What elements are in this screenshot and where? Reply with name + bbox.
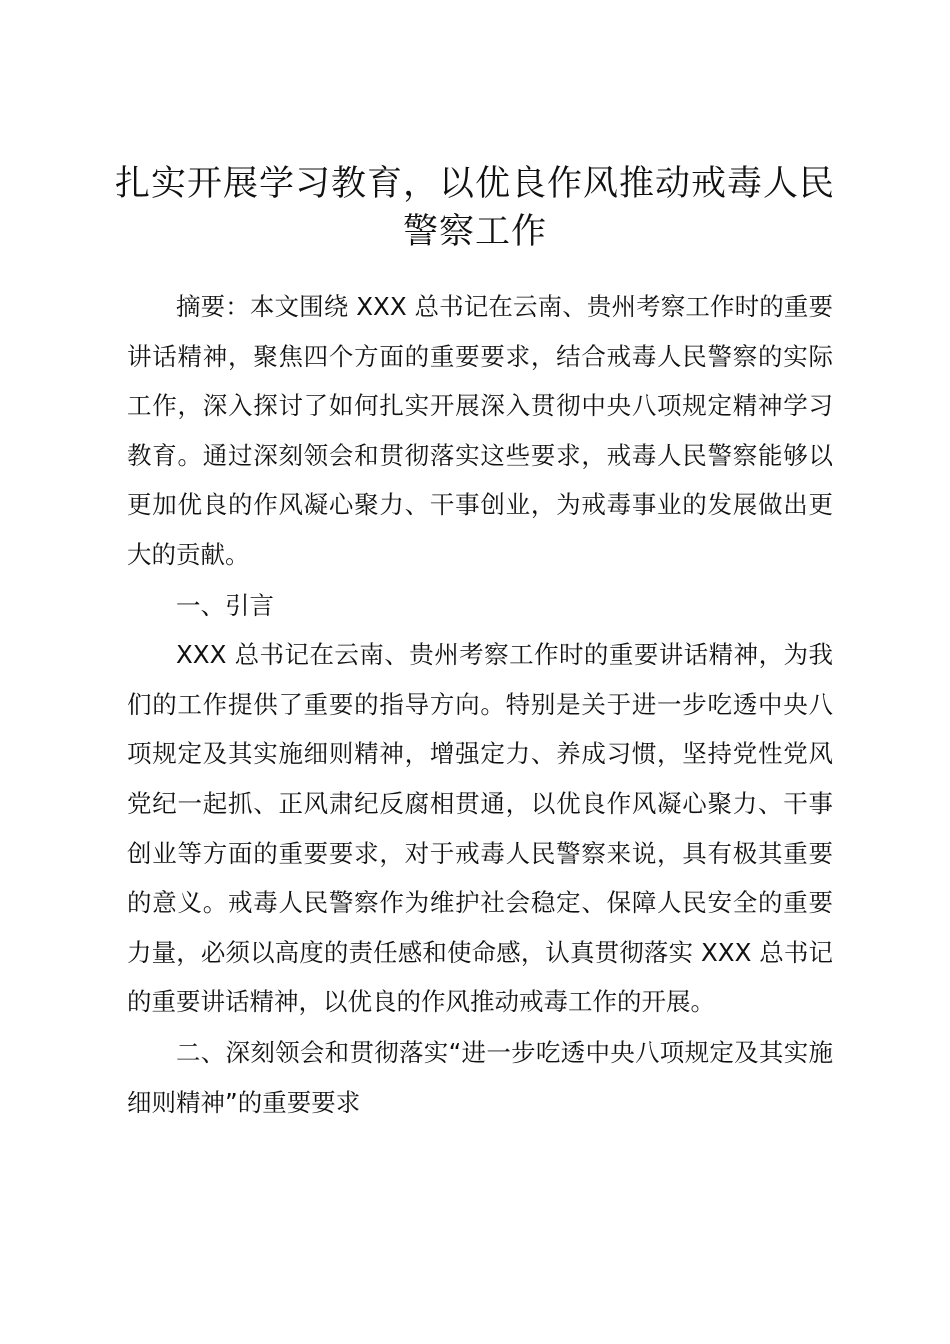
document-body bbox=[127, 282, 833, 1127]
abstract-paragraph: 摘要：本文围绕 XXX 总书记在云南、贵州考察工作时的重要讲话精神，聚焦四个方面的重要要求，结合戒毒人民警察的实际工作，深入探讨了如何扎实开展深入贯彻中央八项规定精神学习教育。通过深刻领会和贯彻落实这些要求，戒毒人民警察能够以更加优良的作风凝心聚力、干事创业，为戒毒事业的发展做出更大的贡献。 bbox=[127, 292, 833, 569]
section-heading-introduction: 一、引言 bbox=[176, 590, 274, 620]
introduction-paragraph: XXX 总书记在云南、贵州考察工作时的重要讲话精神，为我们的工作提供了重要的指导方向。特别是关于进一步吃透中央八项规定及其实施细则精神，增强定力、养成习惯，坚持党性党风党纪一起抓、正风肃纪反腐相贯通，以优良作风凝心聚力、干事创业等方面的重要要求，对于戒毒人民警察来说，具有极其重要的意义。戒毒人民警察作为维护社会稳定、保障人民安全的重要力量，必须以高度的责任感和使命感，认真贯彻落实 XXX 总书记的重要讲话精神，以优良的作风推动戒毒工作的开展。 bbox=[127, 640, 833, 1017]
document-title: 扎实开展学习教育，以优良作风推动戒毒人民警察工作 bbox=[114, 164, 835, 252]
section-heading-two: 二、深刻领会和贯彻落实“进一步吃透中央八项规定及其实施细则精神”的重要要求 bbox=[127, 1037, 833, 1117]
